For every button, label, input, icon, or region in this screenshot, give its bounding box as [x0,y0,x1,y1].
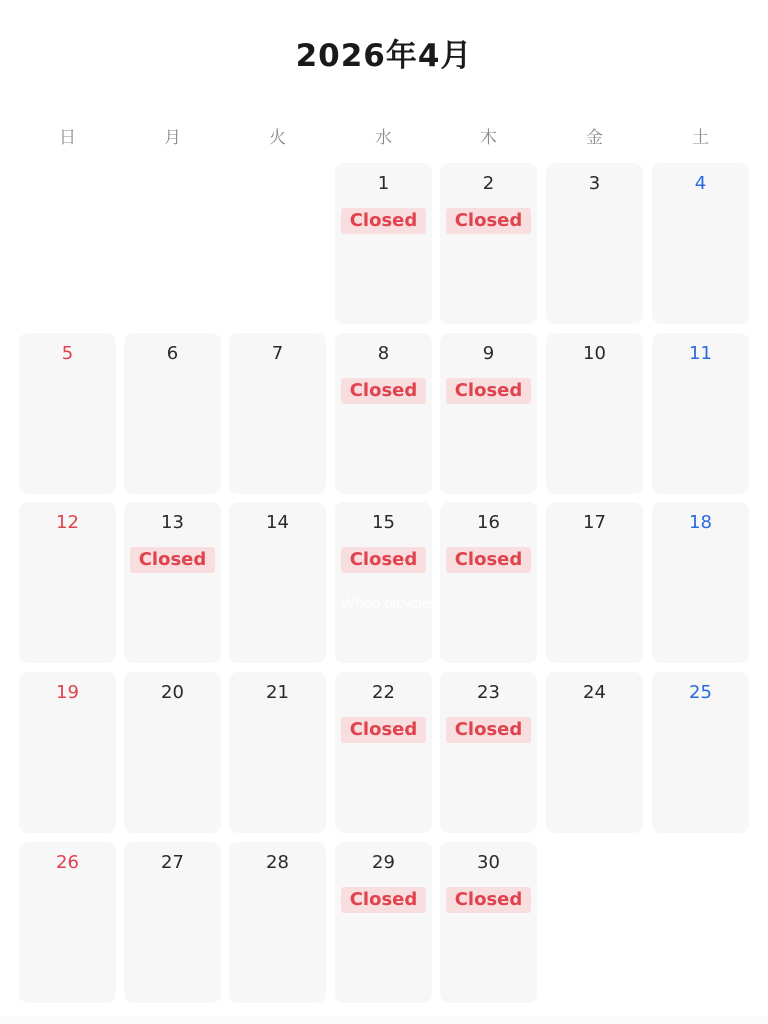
day-cell-16[interactable] [440,502,537,663]
day-number: 8 [377,343,390,364]
closed-badge: Closed [446,547,531,573]
day-number: 17 [583,512,606,533]
watermark-text: Whoo bicycles [341,595,438,612]
closed-badge: Closed [341,887,426,913]
day-number: 9 [482,343,495,364]
closed-badge: Closed [446,378,531,404]
day-number: 15 [372,512,395,533]
day-cell-19[interactable] [19,672,116,833]
day-number: 7 [271,343,284,364]
day-cell-5[interactable] [19,333,116,494]
day-number: 22 [372,682,395,703]
day-cell-12[interactable] [19,502,116,663]
day-cell-26[interactable] [19,842,116,1003]
day-number: 5 [61,343,74,364]
day-cell-22[interactable] [335,672,432,833]
closed-badge: Closed [341,378,426,404]
weekday-label-monday: 月 [164,128,181,148]
day-number: 18 [689,512,712,533]
weekday-label-saturday: 土 [692,128,709,148]
day-number: 20 [161,682,184,703]
month-title: 2026年4月 [295,38,473,74]
day-cell-28[interactable] [229,842,326,1003]
day-cell-4[interactable] [652,163,749,324]
weekday-label-sunday: 日 [59,128,76,148]
day-number: 10 [583,343,606,364]
day-cell-24[interactable] [546,672,643,833]
day-number: 16 [477,512,500,533]
weekday-label-friday: 金 [586,128,603,148]
closed-badge: Closed [130,547,215,573]
day-cell-23[interactable] [440,672,537,833]
day-number: 3 [588,173,601,194]
day-number: 29 [372,852,395,873]
day-number: 6 [166,343,179,364]
day-cell-8[interactable] [335,333,432,494]
day-cell-13[interactable] [124,502,221,663]
closed-badge: Closed [341,208,426,234]
closed-badge: Closed [446,717,531,743]
weekday-label-wednesday: 水 [375,128,392,148]
day-cell-30[interactable] [440,842,537,1003]
day-number: 27 [161,852,184,873]
day-number: 2 [482,173,495,194]
day-number: 11 [689,343,712,364]
day-number: 4 [694,173,707,194]
day-number: 28 [266,852,289,873]
day-number: 23 [477,682,500,703]
weekday-label-thursday: 木 [480,128,497,148]
day-cell-3[interactable] [546,163,643,324]
day-cell-18[interactable] [652,502,749,663]
day-cell-6[interactable] [124,333,221,494]
day-cell-21[interactable] [229,672,326,833]
day-number: 26 [56,852,79,873]
day-number: 30 [477,852,500,873]
day-number: 14 [266,512,289,533]
day-cell-2[interactable] [440,163,537,324]
day-cell-7[interactable] [229,333,326,494]
closed-badge: Closed [341,547,426,573]
day-cell-11[interactable] [652,333,749,494]
bottom-divider [0,1016,768,1024]
day-cell-20[interactable] [124,672,221,833]
closed-badge: Closed [341,717,426,743]
closed-badge: Closed [446,887,531,913]
day-number: 12 [56,512,79,533]
day-number: 19 [56,682,79,703]
day-cell-9[interactable] [440,333,537,494]
day-cell-1[interactable] [335,163,432,324]
day-number: 24 [583,682,606,703]
closed-badge: Closed [446,208,531,234]
day-cell-17[interactable] [546,502,643,663]
day-cell-29[interactable] [335,842,432,1003]
weekday-label-tuesday: 火 [269,128,286,148]
day-cell-15[interactable] [335,502,432,663]
day-number: 21 [266,682,289,703]
day-cell-27[interactable] [124,842,221,1003]
day-cell-14[interactable] [229,502,326,663]
day-cell-10[interactable] [546,333,643,494]
day-cell-25[interactable] [652,672,749,833]
day-number: 13 [161,512,184,533]
day-number: 1 [377,173,390,194]
day-number: 25 [689,682,712,703]
